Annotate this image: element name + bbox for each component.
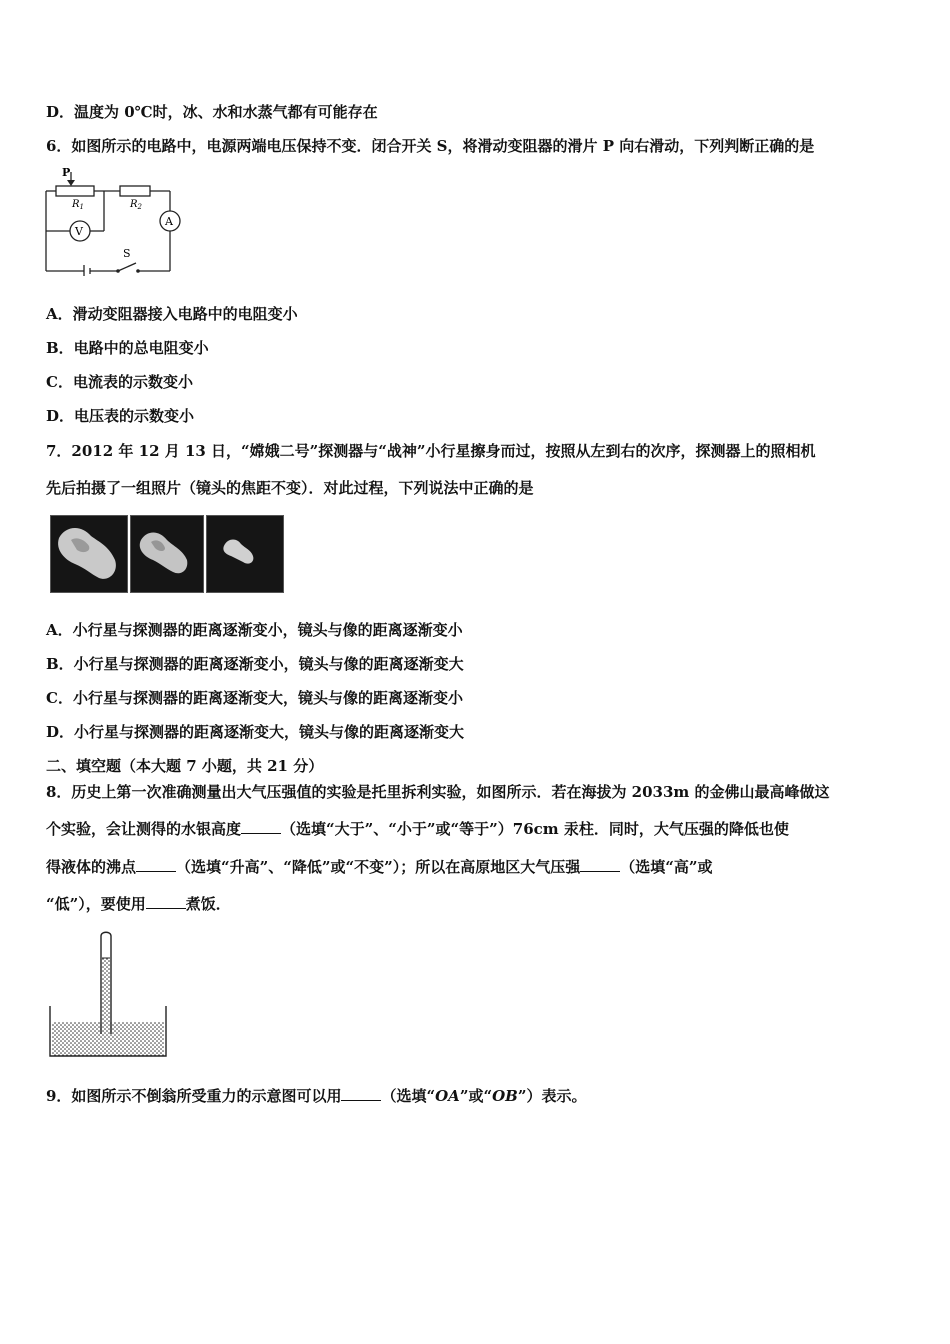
switch-label: S [123,247,131,260]
asteroid-photo-1 [50,515,128,593]
q6-option-a: A．滑动变阻器接入电路中的电阻变小 [46,305,298,323]
q9-stem: 9．如图所示不倒翁所受重力的示意图可以用 （选填“OA”或“OB”）表示。 [46,1087,587,1105]
q8-torricelli-figure [46,926,170,1062]
voltmeter-label: V [75,225,83,238]
ammeter-label: A [165,215,173,228]
q9-blank[interactable] [341,1086,381,1101]
q7-option-b: B．小行星与探测器的距离逐渐变小，镜头与像的距离逐渐变大 [46,655,464,673]
q6-circuit-diagram [44,166,194,276]
q7-option-c: C．小行星与探测器的距离逐渐变大，镜头与像的距离逐渐变小 [46,689,463,707]
q8-line4: “低”），要使用 煮饭． [46,895,231,913]
asteroid-photo-2 [130,515,204,593]
r2-label: $R_2$ [130,199,142,211]
slider-label-p: P [62,166,71,179]
q7-option-a: A．小行星与探测器的距离逐渐变小，镜头与像的距离逐渐变小 [46,621,463,639]
q8-line3: 得液体的沸点 （选填“升高”、“降低”或“不变”）；所以在高原地区大气压强 （选填“高”或 [46,858,713,876]
section2-title: 二、填空题（本大题 7 小题，共 21 分） [46,757,324,775]
q5-option-d: D．温度为 0℃时，冰、水和水蒸气都有可能存在 [46,103,378,121]
q6-option-c: C．电流表的示数变小 [46,373,193,391]
r1-label: $R_1$ [72,199,84,211]
q8-blank-2[interactable] [136,857,176,872]
q6-option-d: D．电压表的示数变小 [46,407,195,425]
asteroid-photo-3 [206,515,284,593]
q6-stem: 6．如图所示的电路中，电源两端电压保持不变．闭合开关 S，将滑动变阻器的滑片 P 向右滑动，下列判断正确的是 [46,137,815,155]
q6-option-b: B．电路中的总电阻变小 [46,339,209,357]
q8-line1: 8．历史上第一次准确测量出大气压强值的实验是托里拆利实验，如图所示．若在海拔为 2033m 的金佛山最高峰做这 [46,783,830,801]
q8-blank-4[interactable] [146,894,186,909]
q7-stem-line2: 先后拍摄了一组照片（镜头的焦距不变）．对此过程，下列说法中正确的是 [46,479,534,497]
q8-line2: 个实验，会让测得的水银高度 （选填“大于”、“小于”或“等于”）76cm 汞柱．同时，大气压强的降低也使 [46,820,789,838]
q8-blank-3[interactable] [580,857,620,872]
q8-blank-1[interactable] [241,819,281,834]
q7-stem-line1: 7．2012 年 12 月 13 日，“嫦娥二号”探测器与“战神”小行星擦身而过，按照从左到右的次序，探测器上的照相机 [46,442,816,460]
q7-asteroid-photos [48,513,284,593]
q7-option-d: D．小行星与探测器的距离逐渐变大，镜头与像的距离逐渐变大 [46,723,465,741]
